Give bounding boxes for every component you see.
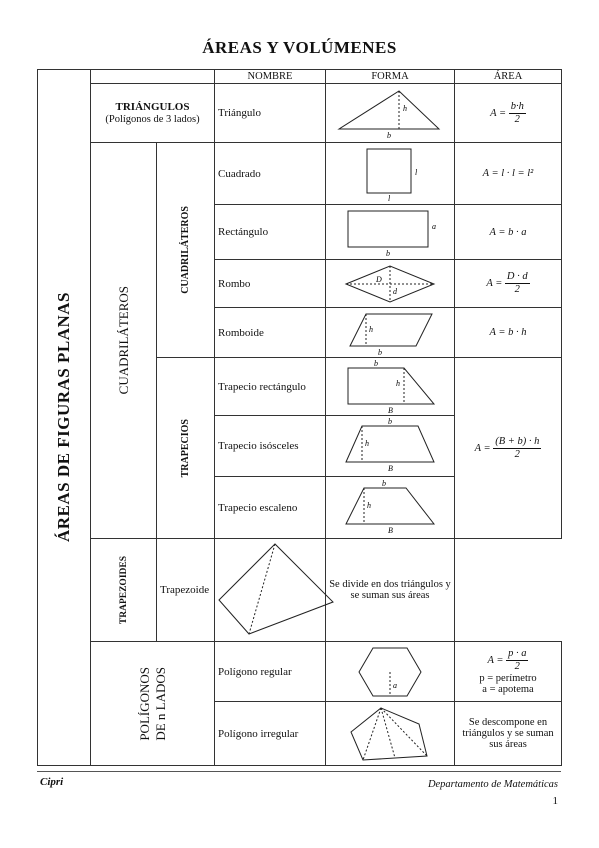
row-name: Trapecio isósceles [215, 416, 326, 477]
svg-text:d: d [393, 286, 397, 296]
rhomboid-formula: A = b · h [455, 308, 562, 358]
category-polygons: POLÍGONOS DE n LADOS [91, 642, 215, 766]
row-name: Rectángulo [215, 205, 326, 260]
right-trapezoid-shape [326, 358, 455, 416]
category-title: TRIÁNGULOS [115, 101, 190, 113]
trapezoid-shape [215, 539, 326, 642]
category-quadrilaterals [91, 143, 157, 539]
regular-polygon-formula: A = $\frac{p \cdot a}{2}$ p = perímetro a = apotema [455, 642, 562, 702]
row-name: Trapezoide [157, 539, 215, 642]
svg-text:h: h [369, 324, 373, 334]
row-name: Romboide [215, 308, 326, 358]
category-subtitle: (Polígonos de 3 lados) [105, 114, 200, 125]
svg-text:B: B [388, 405, 393, 414]
row-name: Polígono regular [215, 642, 326, 702]
category-parallelograms: CUADRILÁTEROS [157, 143, 215, 358]
outer-label-cell [38, 70, 91, 766]
svg-text:b: b [386, 249, 390, 257]
svg-text:a: a [393, 680, 397, 690]
isosceles-trapezoid-shape [326, 416, 455, 477]
svg-text:l: l [388, 193, 391, 203]
page-title: ÁREAS Y VOLÚMENES [202, 38, 397, 57]
svg-text:B: B [388, 464, 393, 473]
regular-polygon-shape [326, 642, 455, 702]
row-name: Rombo [215, 260, 326, 308]
department-name: Departamento de Matemáticas [427, 779, 558, 790]
header-area: ÁREA [455, 70, 562, 84]
svg-text:h: h [396, 378, 400, 388]
row-name: Polígono irregular [215, 702, 326, 766]
row-name: Trapecio rectángulo [215, 358, 326, 416]
category-trapezoid-irregular: TRAPEZOIDES [91, 539, 157, 642]
irregular-polygon-description: Se descompone en triángulos y se suman sus áreas [455, 702, 562, 766]
row-name: Cuadrado [215, 143, 326, 205]
svg-text:h: h [367, 500, 371, 510]
rectangle-shape [326, 205, 455, 260]
areas-table [37, 69, 562, 766]
category-triangles [91, 84, 215, 143]
rhombus-shape [326, 260, 455, 308]
footer-divider [37, 771, 561, 772]
category-title: CUADRILÁTEROS [115, 286, 131, 395]
header-name: NOMBRE [215, 70, 326, 84]
header-form: FORMA [326, 70, 455, 84]
square-formula: A = l · l = l² [455, 143, 562, 205]
svg-text:l: l [415, 167, 418, 177]
rhombus-formula: A = $\frac{D \cdot d}{2}$ [455, 260, 562, 308]
svg-text:b: b [378, 347, 382, 356]
svg-text:D: D [376, 274, 382, 284]
logo: Cipri [40, 776, 64, 788]
category-trapezoids: TRAPECIOS [157, 358, 215, 539]
svg-text:h: h [403, 104, 407, 113]
svg-text:B: B [388, 525, 393, 535]
row-name: Trapecio escaleno [215, 477, 326, 539]
svg-text:b: b [374, 359, 378, 368]
rectangle-formula: A = b · a [455, 205, 562, 260]
row-name: Triángulo [215, 84, 326, 143]
svg-text:a: a [432, 222, 436, 231]
svg-text:b: b [382, 479, 386, 488]
page-number: 1 [552, 795, 558, 807]
svg-text:b: b [388, 418, 392, 426]
trapezoid-formula: A = $\frac{(B + b) \cdot h}{2}$ [455, 358, 562, 539]
trapezoid-description: Se divide en dos triángulos y se suman sus áreas [326, 539, 455, 642]
triangle-shape [326, 84, 455, 143]
outer-label: ÁREAS DE FIGURAS PLANAS [54, 292, 73, 543]
rhomboid-shape [326, 308, 455, 358]
square-shape [326, 143, 455, 205]
triangle-formula: A = $\frac{b\cdot h}{2}$ [455, 84, 562, 143]
irregular-polygon-shape [326, 702, 455, 766]
svg-text:b: b [387, 131, 391, 139]
svg-text:h: h [365, 439, 369, 448]
scalene-trapezoid-shape [326, 477, 455, 539]
